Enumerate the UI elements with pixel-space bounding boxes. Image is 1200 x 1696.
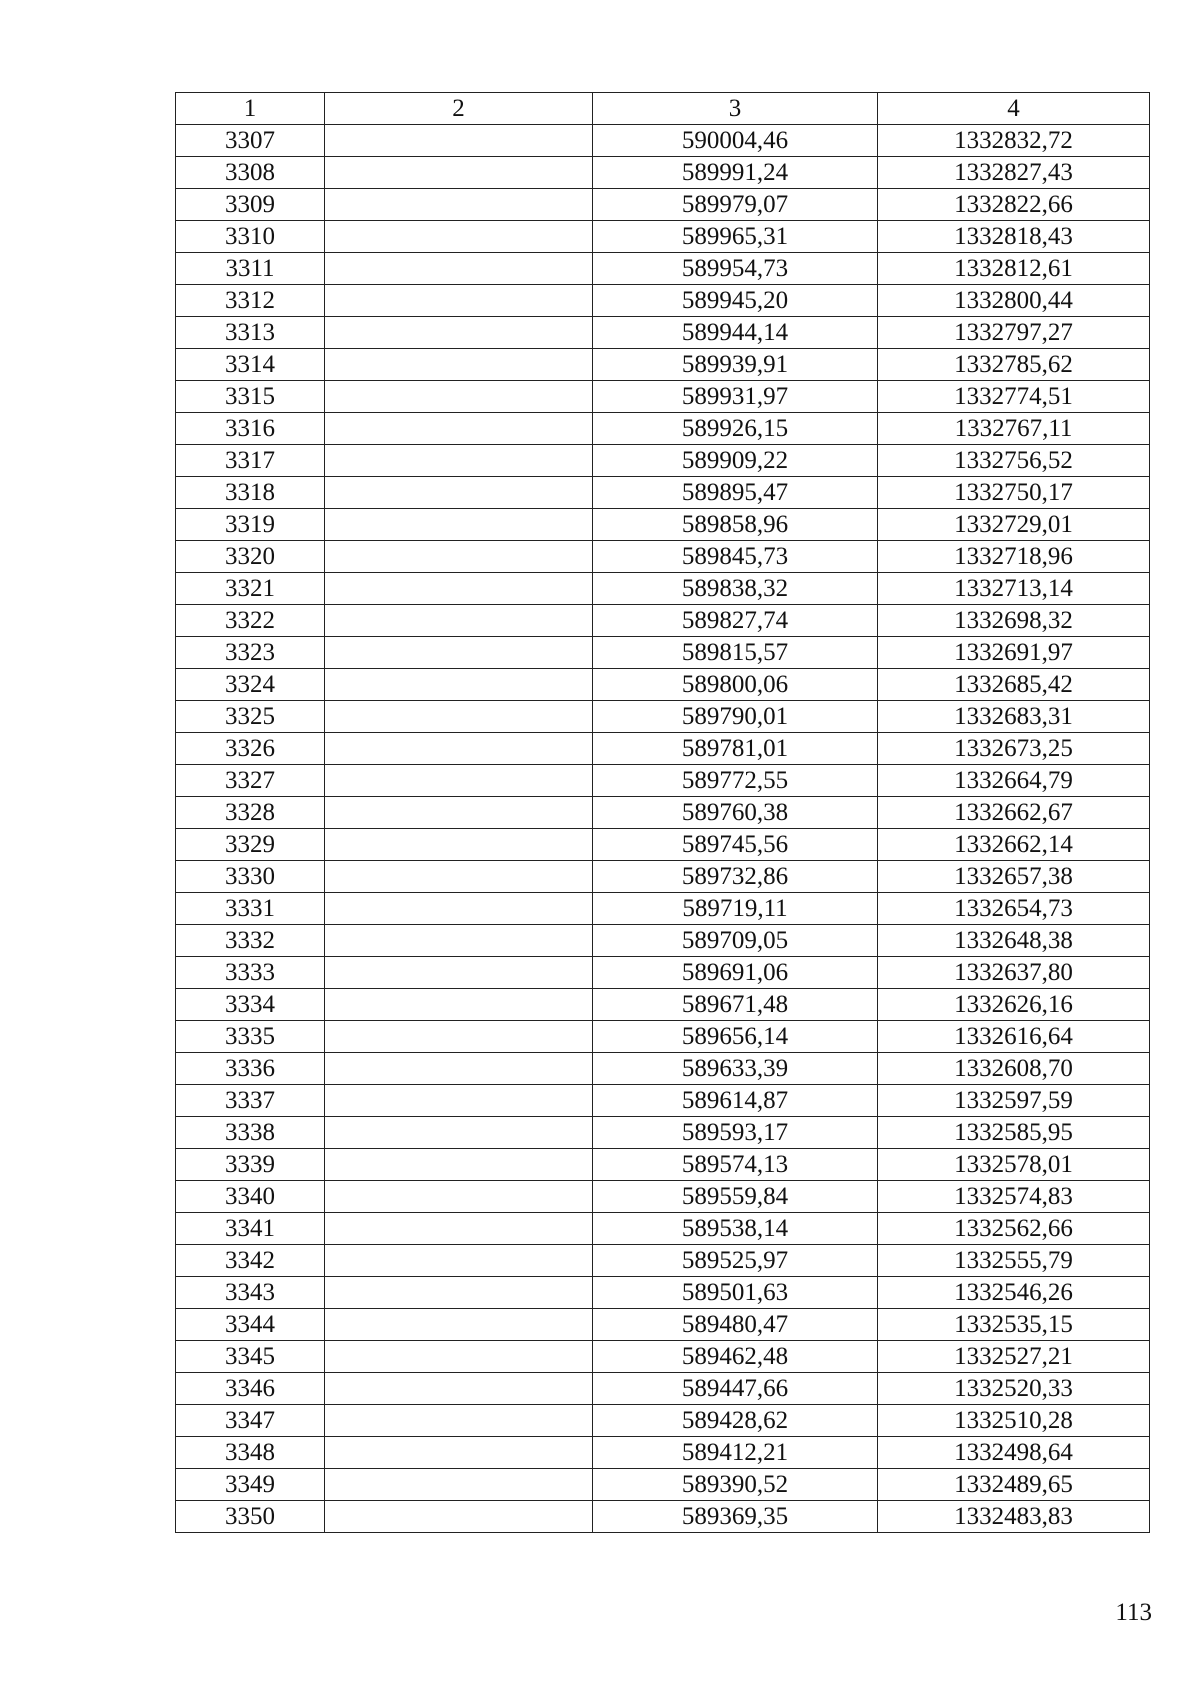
- table-row: [176, 1085, 1150, 1117]
- table-cell-col-3: 589390,52: [593, 1469, 878, 1501]
- table-cell-col-2: [325, 413, 593, 445]
- table-cell-col-2: [325, 765, 593, 797]
- table-row: [176, 669, 1150, 701]
- table-cell-col-4: 1332489,65: [878, 1469, 1150, 1501]
- table-cell-col-2: [325, 1501, 593, 1533]
- table-cell-col-3: 589691,06: [593, 957, 878, 989]
- table-cell-col-4: 1332657,38: [878, 861, 1150, 893]
- table-cell-col-3: 589538,14: [593, 1213, 878, 1245]
- table-cell-col-2: [325, 1373, 593, 1405]
- table-cell-col-1: 3322: [176, 605, 325, 637]
- table-row: [176, 445, 1150, 477]
- table-cell-col-3: 589732,86: [593, 861, 878, 893]
- table-cell-col-1: 3342: [176, 1245, 325, 1277]
- table-cell-col-3: 589827,74: [593, 605, 878, 637]
- table-cell-col-1: 3330: [176, 861, 325, 893]
- table-row: [176, 541, 1150, 573]
- header-col-4: 4: [878, 93, 1150, 125]
- table-row: [176, 957, 1150, 989]
- table-cell-col-3: 589909,22: [593, 445, 878, 477]
- table-row: [176, 125, 1150, 157]
- table-cell-col-3: 589614,87: [593, 1085, 878, 1117]
- table-row: [176, 701, 1150, 733]
- table-cell-col-2: [325, 861, 593, 893]
- table-cell-col-1: 3319: [176, 509, 325, 541]
- table-cell-col-4: 1332832,72: [878, 125, 1150, 157]
- table-row: [176, 1181, 1150, 1213]
- table-cell-col-2: [325, 605, 593, 637]
- table-row: [176, 1309, 1150, 1341]
- table-cell-col-4: 1332756,52: [878, 445, 1150, 477]
- table-row: [176, 317, 1150, 349]
- table-cell-col-4: 1332597,59: [878, 1085, 1150, 1117]
- table-cell-col-3: 589656,14: [593, 1021, 878, 1053]
- table-row: [176, 221, 1150, 253]
- table-cell-col-4: 1332648,38: [878, 925, 1150, 957]
- table-row: [176, 765, 1150, 797]
- table-cell-col-2: [325, 797, 593, 829]
- table-cell-col-1: 3323: [176, 637, 325, 669]
- table-cell-col-2: [325, 1213, 593, 1245]
- table-cell-col-3: 589815,57: [593, 637, 878, 669]
- table-cell-col-1: 3346: [176, 1373, 325, 1405]
- table-cell-col-3: 589772,55: [593, 765, 878, 797]
- table-cell-col-1: 3340: [176, 1181, 325, 1213]
- table-row: [176, 989, 1150, 1021]
- table-cell-col-3: 589462,48: [593, 1341, 878, 1373]
- table-cell-col-1: 3343: [176, 1277, 325, 1309]
- table-row: [176, 637, 1150, 669]
- table-cell-col-4: 1332822,66: [878, 189, 1150, 221]
- table-cell-col-4: 1332483,83: [878, 1501, 1150, 1533]
- table-cell-col-2: [325, 1341, 593, 1373]
- header-col-3: 3: [593, 93, 878, 125]
- table-cell-col-3: 589525,97: [593, 1245, 878, 1277]
- table-cell-col-4: 1332616,64: [878, 1021, 1150, 1053]
- table-cell-col-3: 589501,63: [593, 1277, 878, 1309]
- table-cell-col-2: [325, 445, 593, 477]
- table-row: [176, 285, 1150, 317]
- table-cell-col-1: 3318: [176, 477, 325, 509]
- table-cell-col-3: 589760,38: [593, 797, 878, 829]
- table-cell-col-1: 3311: [176, 253, 325, 285]
- table-cell-col-2: [325, 1245, 593, 1277]
- table-row: [176, 1469, 1150, 1501]
- table-cell-col-2: [325, 1117, 593, 1149]
- table-cell-col-2: [325, 1469, 593, 1501]
- table-row: [176, 1373, 1150, 1405]
- table-cell-col-4: 1332718,96: [878, 541, 1150, 573]
- table-cell-col-1: 3314: [176, 349, 325, 381]
- table-cell-col-3: 590004,46: [593, 125, 878, 157]
- table-cell-col-1: 3333: [176, 957, 325, 989]
- table-cell-col-2: [325, 957, 593, 989]
- table-cell-col-4: 1332662,14: [878, 829, 1150, 861]
- table-cell-col-4: 1332683,31: [878, 701, 1150, 733]
- table-cell-col-1: 3326: [176, 733, 325, 765]
- table-cell-col-4: 1332637,80: [878, 957, 1150, 989]
- table-cell-col-2: [325, 733, 593, 765]
- table-row: [176, 573, 1150, 605]
- table-cell-col-1: 3336: [176, 1053, 325, 1085]
- table-row: [176, 189, 1150, 221]
- table-cell-col-2: [325, 925, 593, 957]
- table-cell-col-4: 1332535,15: [878, 1309, 1150, 1341]
- table-cell-col-3: 589671,48: [593, 989, 878, 1021]
- table-row: [176, 253, 1150, 285]
- table-cell-col-3: 589991,24: [593, 157, 878, 189]
- table-cell-col-3: 589965,31: [593, 221, 878, 253]
- table-cell-col-1: 3345: [176, 1341, 325, 1373]
- table-cell-col-2: [325, 893, 593, 925]
- table-cell-col-4: 1332498,64: [878, 1437, 1150, 1469]
- table-cell-col-1: 3327: [176, 765, 325, 797]
- table-cell-col-3: 589926,15: [593, 413, 878, 445]
- table-row: [176, 1021, 1150, 1053]
- table-row: [176, 1149, 1150, 1181]
- table-cell-col-1: 3315: [176, 381, 325, 413]
- table-cell-col-3: 589447,66: [593, 1373, 878, 1405]
- table-cell-col-3: 589593,17: [593, 1117, 878, 1149]
- table-row: [176, 157, 1150, 189]
- table-cell-col-4: 1332685,42: [878, 669, 1150, 701]
- table-cell-col-4: 1332654,73: [878, 893, 1150, 925]
- table-cell-col-3: 589719,11: [593, 893, 878, 925]
- table-cell-col-2: [325, 157, 593, 189]
- table-cell-col-4: 1332698,32: [878, 605, 1150, 637]
- table-row: [176, 1245, 1150, 1277]
- table-cell-col-4: 1332626,16: [878, 989, 1150, 1021]
- table-cell-col-1: 3329: [176, 829, 325, 861]
- table-cell-col-2: [325, 1309, 593, 1341]
- table-header: [176, 93, 1150, 125]
- table-row: [176, 797, 1150, 829]
- table-row: [176, 381, 1150, 413]
- table-row: [176, 733, 1150, 765]
- table-cell-col-3: 589480,47: [593, 1309, 878, 1341]
- table-body: [176, 125, 1150, 1533]
- table-cell-col-3: 589412,21: [593, 1437, 878, 1469]
- table-cell-col-2: [325, 637, 593, 669]
- table-cell-col-2: [325, 1405, 593, 1437]
- table-cell-col-3: 589745,56: [593, 829, 878, 861]
- table-cell-col-4: 1332662,67: [878, 797, 1150, 829]
- table-cell-col-3: 589633,39: [593, 1053, 878, 1085]
- table-cell-col-2: [325, 125, 593, 157]
- table-cell-col-2: [325, 509, 593, 541]
- table-cell-col-3: 589709,05: [593, 925, 878, 957]
- table-cell-col-4: 1332527,21: [878, 1341, 1150, 1373]
- table-cell-col-2: [325, 573, 593, 605]
- table-cell-col-4: 1332797,27: [878, 317, 1150, 349]
- table-row: [176, 861, 1150, 893]
- table-cell-col-2: [325, 1053, 593, 1085]
- table-cell-col-2: [325, 1437, 593, 1469]
- header-row: [176, 93, 1150, 125]
- table-cell-col-1: 3339: [176, 1149, 325, 1181]
- table-cell-col-2: [325, 669, 593, 701]
- table-cell-col-1: 3308: [176, 157, 325, 189]
- table-cell-col-4: 1332574,83: [878, 1181, 1150, 1213]
- table-row: [176, 925, 1150, 957]
- table-cell-col-4: 1332546,26: [878, 1277, 1150, 1309]
- table-row: [176, 1437, 1150, 1469]
- table-cell-col-2: [325, 189, 593, 221]
- table-cell-col-3: 589979,07: [593, 189, 878, 221]
- table-cell-col-3: 589945,20: [593, 285, 878, 317]
- table-cell-col-1: 3321: [176, 573, 325, 605]
- table-cell-col-4: 1332578,01: [878, 1149, 1150, 1181]
- table-cell-col-2: [325, 1181, 593, 1213]
- table-cell-col-1: 3335: [176, 1021, 325, 1053]
- table-cell-col-2: [325, 221, 593, 253]
- table-cell-col-4: 1332812,61: [878, 253, 1150, 285]
- table-cell-col-4: 1332510,28: [878, 1405, 1150, 1437]
- table-cell-col-3: 589574,13: [593, 1149, 878, 1181]
- table-cell-col-4: 1332767,11: [878, 413, 1150, 445]
- table-cell-col-1: 3324: [176, 669, 325, 701]
- table-row: [176, 509, 1150, 541]
- table-cell-col-2: [325, 829, 593, 861]
- table-cell-col-4: 1332713,14: [878, 573, 1150, 605]
- table-row: [176, 1053, 1150, 1085]
- table-cell-col-3: 589845,73: [593, 541, 878, 573]
- table-cell-col-1: 3312: [176, 285, 325, 317]
- table-cell-col-4: 1332520,33: [878, 1373, 1150, 1405]
- table-cell-col-3: 589931,97: [593, 381, 878, 413]
- table-cell-col-1: 3344: [176, 1309, 325, 1341]
- table-cell-col-4: 1332827,43: [878, 157, 1150, 189]
- table-cell-col-1: 3350: [176, 1501, 325, 1533]
- table-row: [176, 893, 1150, 925]
- table-row: [176, 1277, 1150, 1309]
- table-cell-col-1: 3347: [176, 1405, 325, 1437]
- table-cell-col-4: 1332562,66: [878, 1213, 1150, 1245]
- table-cell-col-3: 589944,14: [593, 317, 878, 349]
- table-row: [176, 1117, 1150, 1149]
- table-cell-col-2: [325, 701, 593, 733]
- table-row: [176, 1501, 1150, 1533]
- table-cell-col-3: 589858,96: [593, 509, 878, 541]
- table-cell-col-3: 589939,91: [593, 349, 878, 381]
- table-cell-col-2: [325, 1277, 593, 1309]
- table-cell-col-1: 3348: [176, 1437, 325, 1469]
- table-cell-col-4: 1332750,17: [878, 477, 1150, 509]
- table-cell-col-3: 589781,01: [593, 733, 878, 765]
- table-row: [176, 477, 1150, 509]
- table-cell-col-3: 589954,73: [593, 253, 878, 285]
- table-cell-col-2: [325, 1021, 593, 1053]
- table-row: [176, 605, 1150, 637]
- table-row: [176, 1213, 1150, 1245]
- table-row: [176, 349, 1150, 381]
- table-cell-col-4: 1332729,01: [878, 509, 1150, 541]
- table-cell-col-3: 589895,47: [593, 477, 878, 509]
- table-cell-col-2: [325, 1149, 593, 1181]
- table-cell-col-1: 3309: [176, 189, 325, 221]
- table-cell-col-1: 3316: [176, 413, 325, 445]
- table-cell-col-2: [325, 541, 593, 573]
- header-col-2: 2: [325, 93, 593, 125]
- table-cell-col-2: [325, 477, 593, 509]
- table-cell-col-1: 3320: [176, 541, 325, 573]
- table-cell-col-1: 3331: [176, 893, 325, 925]
- table-cell-col-1: 3341: [176, 1213, 325, 1245]
- table-cell-col-4: 1332555,79: [878, 1245, 1150, 1277]
- table-cell-col-4: 1332785,62: [878, 349, 1150, 381]
- table-cell-col-1: 3337: [176, 1085, 325, 1117]
- header-col-1: 1: [176, 93, 325, 125]
- table-cell-col-3: 589559,84: [593, 1181, 878, 1213]
- table-cell-col-3: 589790,01: [593, 701, 878, 733]
- table-cell-col-4: 1332691,97: [878, 637, 1150, 669]
- table-cell-col-4: 1332673,25: [878, 733, 1150, 765]
- table-cell-col-1: 3334: [176, 989, 325, 1021]
- table-row: [176, 829, 1150, 861]
- table-cell-col-4: 1332774,51: [878, 381, 1150, 413]
- table-cell-col-3: 589800,06: [593, 669, 878, 701]
- table-cell-col-2: [325, 1085, 593, 1117]
- table-cell-col-2: [325, 349, 593, 381]
- page-number: 113: [1115, 1599, 1152, 1626]
- coordinates-table: [175, 92, 1150, 1533]
- table-row: [176, 413, 1150, 445]
- table-cell-col-4: 1332664,79: [878, 765, 1150, 797]
- table-cell-col-2: [325, 253, 593, 285]
- table-cell-col-1: 3307: [176, 125, 325, 157]
- table-row: [176, 1341, 1150, 1373]
- table-cell-col-1: 3349: [176, 1469, 325, 1501]
- table-cell-col-2: [325, 317, 593, 349]
- table-cell-col-4: 1332800,44: [878, 285, 1150, 317]
- table-cell-col-1: 3338: [176, 1117, 325, 1149]
- table-cell-col-2: [325, 989, 593, 1021]
- table-cell-col-4: 1332818,43: [878, 221, 1150, 253]
- table-cell-col-4: 1332608,70: [878, 1053, 1150, 1085]
- table-cell-col-1: 3332: [176, 925, 325, 957]
- table-cell-col-3: 589428,62: [593, 1405, 878, 1437]
- table-cell-col-1: 3313: [176, 317, 325, 349]
- table-cell-col-1: 3317: [176, 445, 325, 477]
- table-cell-col-2: [325, 381, 593, 413]
- table-cell-col-1: 3328: [176, 797, 325, 829]
- table-cell-col-1: 3325: [176, 701, 325, 733]
- table-cell-col-1: 3310: [176, 221, 325, 253]
- table-row: [176, 1405, 1150, 1437]
- table-cell-col-3: 589369,35: [593, 1501, 878, 1533]
- table-cell-col-2: [325, 285, 593, 317]
- table-cell-col-4: 1332585,95: [878, 1117, 1150, 1149]
- table-cell-col-3: 589838,32: [593, 573, 878, 605]
